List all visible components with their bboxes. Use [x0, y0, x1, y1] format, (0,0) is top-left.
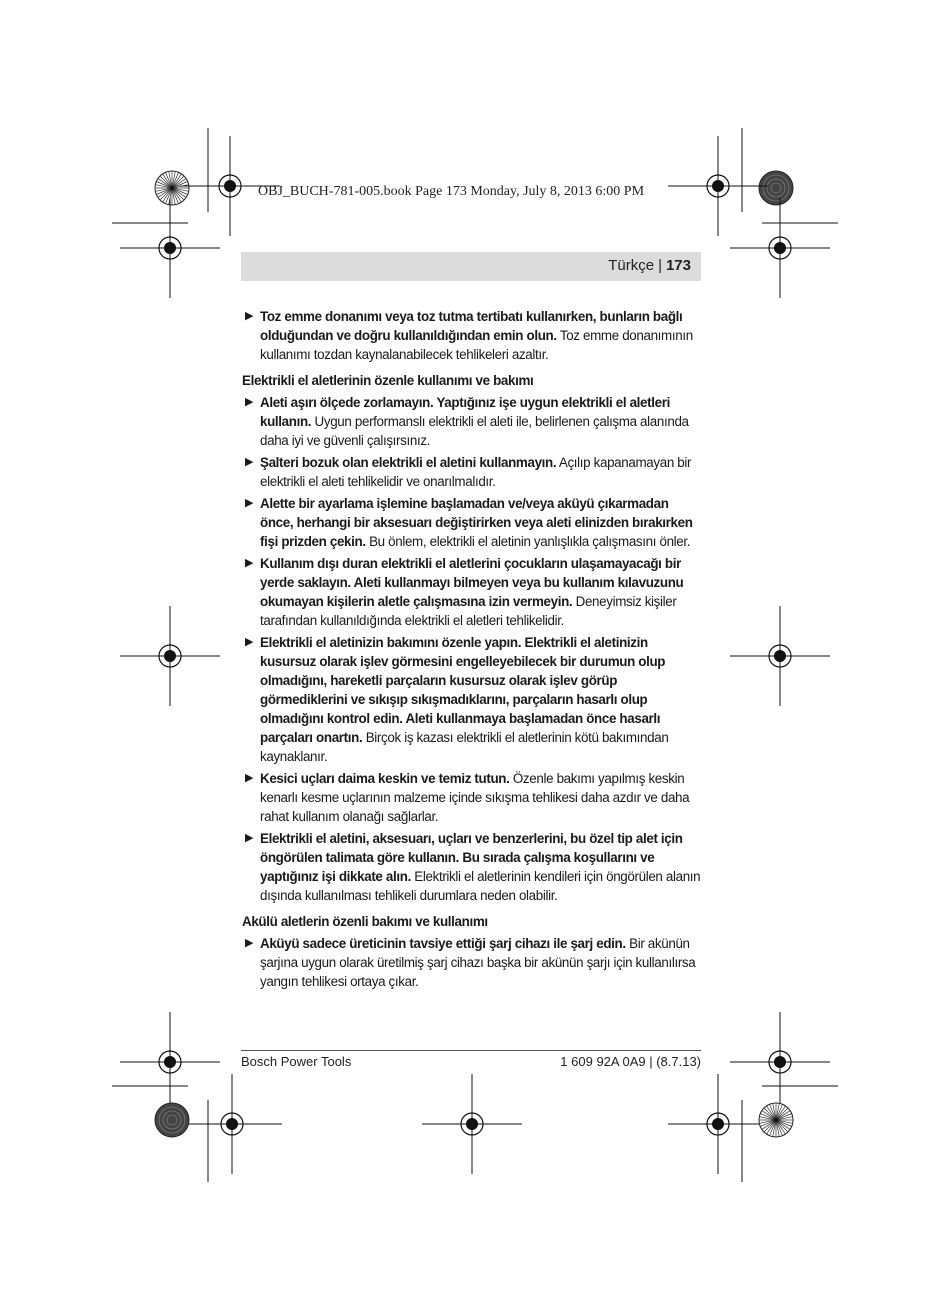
- item-text: Toz emme donanımının kullanımı tozdan kaynalanabilecek tehlikeleri azaltır.: [260, 328, 693, 362]
- item-text: Bu önlem, elektrikli el aletinin yanlışlıkla çalışmasını önler.: [365, 534, 691, 549]
- list-item: [242, 829, 701, 905]
- item-bold-text: Şalteri bozuk olan elektrikli el aletini kullanmayın.: [260, 455, 557, 470]
- triangle-right-icon: ▶: [245, 636, 254, 648]
- item-text: Bir akünün şarjına uygun olarak üretilmiş şarj cihazı başka bir akünün şarjı için kullanılırsa yangın tehlikesi ortaya çıkar.: [260, 936, 696, 989]
- list-item: [242, 934, 701, 991]
- footer-brand: Bosch Power Tools: [241, 1054, 352, 1069]
- item-text: Deneyimsiz kişiler tarafından kullanıldığında elektrikli el aletleri tehlikelidir.: [260, 594, 677, 628]
- item-bold-text: Kullanım dışı duran elektrikli el aletlerini çocukların ulaşamayacağı bir yerde saklayın. Aleti kullanmayı bilmeyen veya bu kullanım kılavuzunu okumayan kişilerin aletle çalışmasına izin vermeyin.: [260, 556, 684, 609]
- item-bold-text: Toz emme donanımı veya toz tutma tertibatı kullanırken, bunların bağlı olduğundan ve doğru kullanıldığından emin olun.: [260, 309, 683, 343]
- item-text: Açılıp kapanamayan bir elektrikli el aleti tehlikelidir ve onarılmalıdır.: [260, 455, 692, 489]
- item-bold-text: Elektrikli el aletini, aksesuarı, uçları ve benzerlerini, bu özel tip alet için öngörülen talimata göre kullanın. Bu sırada çalışma koşullarını ve yaptığınız işi dikkate alın.: [260, 831, 683, 884]
- list-item: [242, 554, 701, 630]
- list-item: [242, 393, 701, 450]
- section-heading: Akülü aletlerin özenli bakımı ve kullanımı: [242, 914, 488, 929]
- triangle-right-icon: ▶: [245, 937, 254, 949]
- item-text: Elektrikli el aletlerinin kendileri için öngörülen alanın dışında kullanılması tehlikeli durumlara neden olabilir.: [260, 869, 701, 903]
- item-bold-text: Alette bir ayarlama işlemine başlamadan ve/veya aküyü çıkarmadan önce, herhangi bir aksesuarı değiştirirken veya aleti elinizden bırakırken fişi prizden çekin.: [260, 496, 693, 549]
- footer-doc-number: 1 609 92A 0A9 | (8.7.13): [560, 1054, 701, 1069]
- triangle-right-icon: ▶: [245, 557, 254, 569]
- triangle-right-icon: ▶: [245, 832, 254, 844]
- header-separator: |: [658, 257, 662, 274]
- item-bold-text: Aleti aşırı ölçede zorlamayın. Yaptığınız işe uygun elektrikli el aletleri kullanın.: [260, 395, 670, 429]
- page-header-bar: [241, 252, 701, 281]
- list-item: [242, 633, 701, 766]
- item-bold-text: Kesici uçları daima keskin ve temiz tutun.: [260, 771, 510, 786]
- page-content: [242, 307, 701, 994]
- list-item: [242, 307, 701, 364]
- item-bold-text: Aküyü sadece üreticinin tavsiye ettiği şarj cihazı ile şarj edin.: [260, 936, 626, 951]
- triangle-right-icon: ▶: [245, 497, 254, 509]
- page-footer: [241, 1050, 701, 1069]
- list-item: [242, 769, 701, 826]
- print-slug-header: OBJ_BUCH-781-005.book Page 173 Monday, July 8, 2013 6:00 PM: [258, 184, 645, 199]
- triangle-right-icon: ▶: [245, 310, 254, 322]
- item-text: Özenle bakımı yapılmış keskin kenarlı kesme uçlarının malzeme içinde sıkışma tehlikesi daha azdır ve daha rahat kullanım olanağı sağlarlar.: [260, 771, 690, 824]
- triangle-right-icon: ▶: [245, 396, 254, 408]
- page-header-right: [608, 257, 691, 274]
- triangle-right-icon: ▶: [245, 772, 254, 784]
- item-text: Uygun performanslı elektrikli el aleti ile, belirlenen çalışma alanında daha iyi ve güvenli çalışırsınız.: [260, 414, 689, 448]
- list-item: [242, 494, 701, 551]
- section-heading: Elektrikli el aletlerinin özenle kullanımı ve bakımı: [242, 373, 534, 388]
- list-item: [242, 453, 701, 491]
- item-bold-text: Elektrikli el aletinizin bakımını özenle yapın. Elektrikli el aletinizin kusursuz olarak işlev görmesini engelleyebilecek bir durumun olup olmadığını, hareketli parçaların kusursuz olarak işlev görüp görmediklerini ve sıkışıp sıkışmadıklarını, parçaların hasarlı olup olmadığını kontrol edin. Aleti kullanmaya başlamadan önce hasarlı parçaları onartın.: [260, 635, 666, 745]
- item-text: Birçok iş kazası elektrikli el aletlerinin kötü bakımından kaynaklanır.: [260, 730, 669, 764]
- page-number: 173: [665, 257, 691, 274]
- triangle-right-icon: ▶: [245, 456, 254, 468]
- language-label: Türkçe: [608, 257, 655, 274]
